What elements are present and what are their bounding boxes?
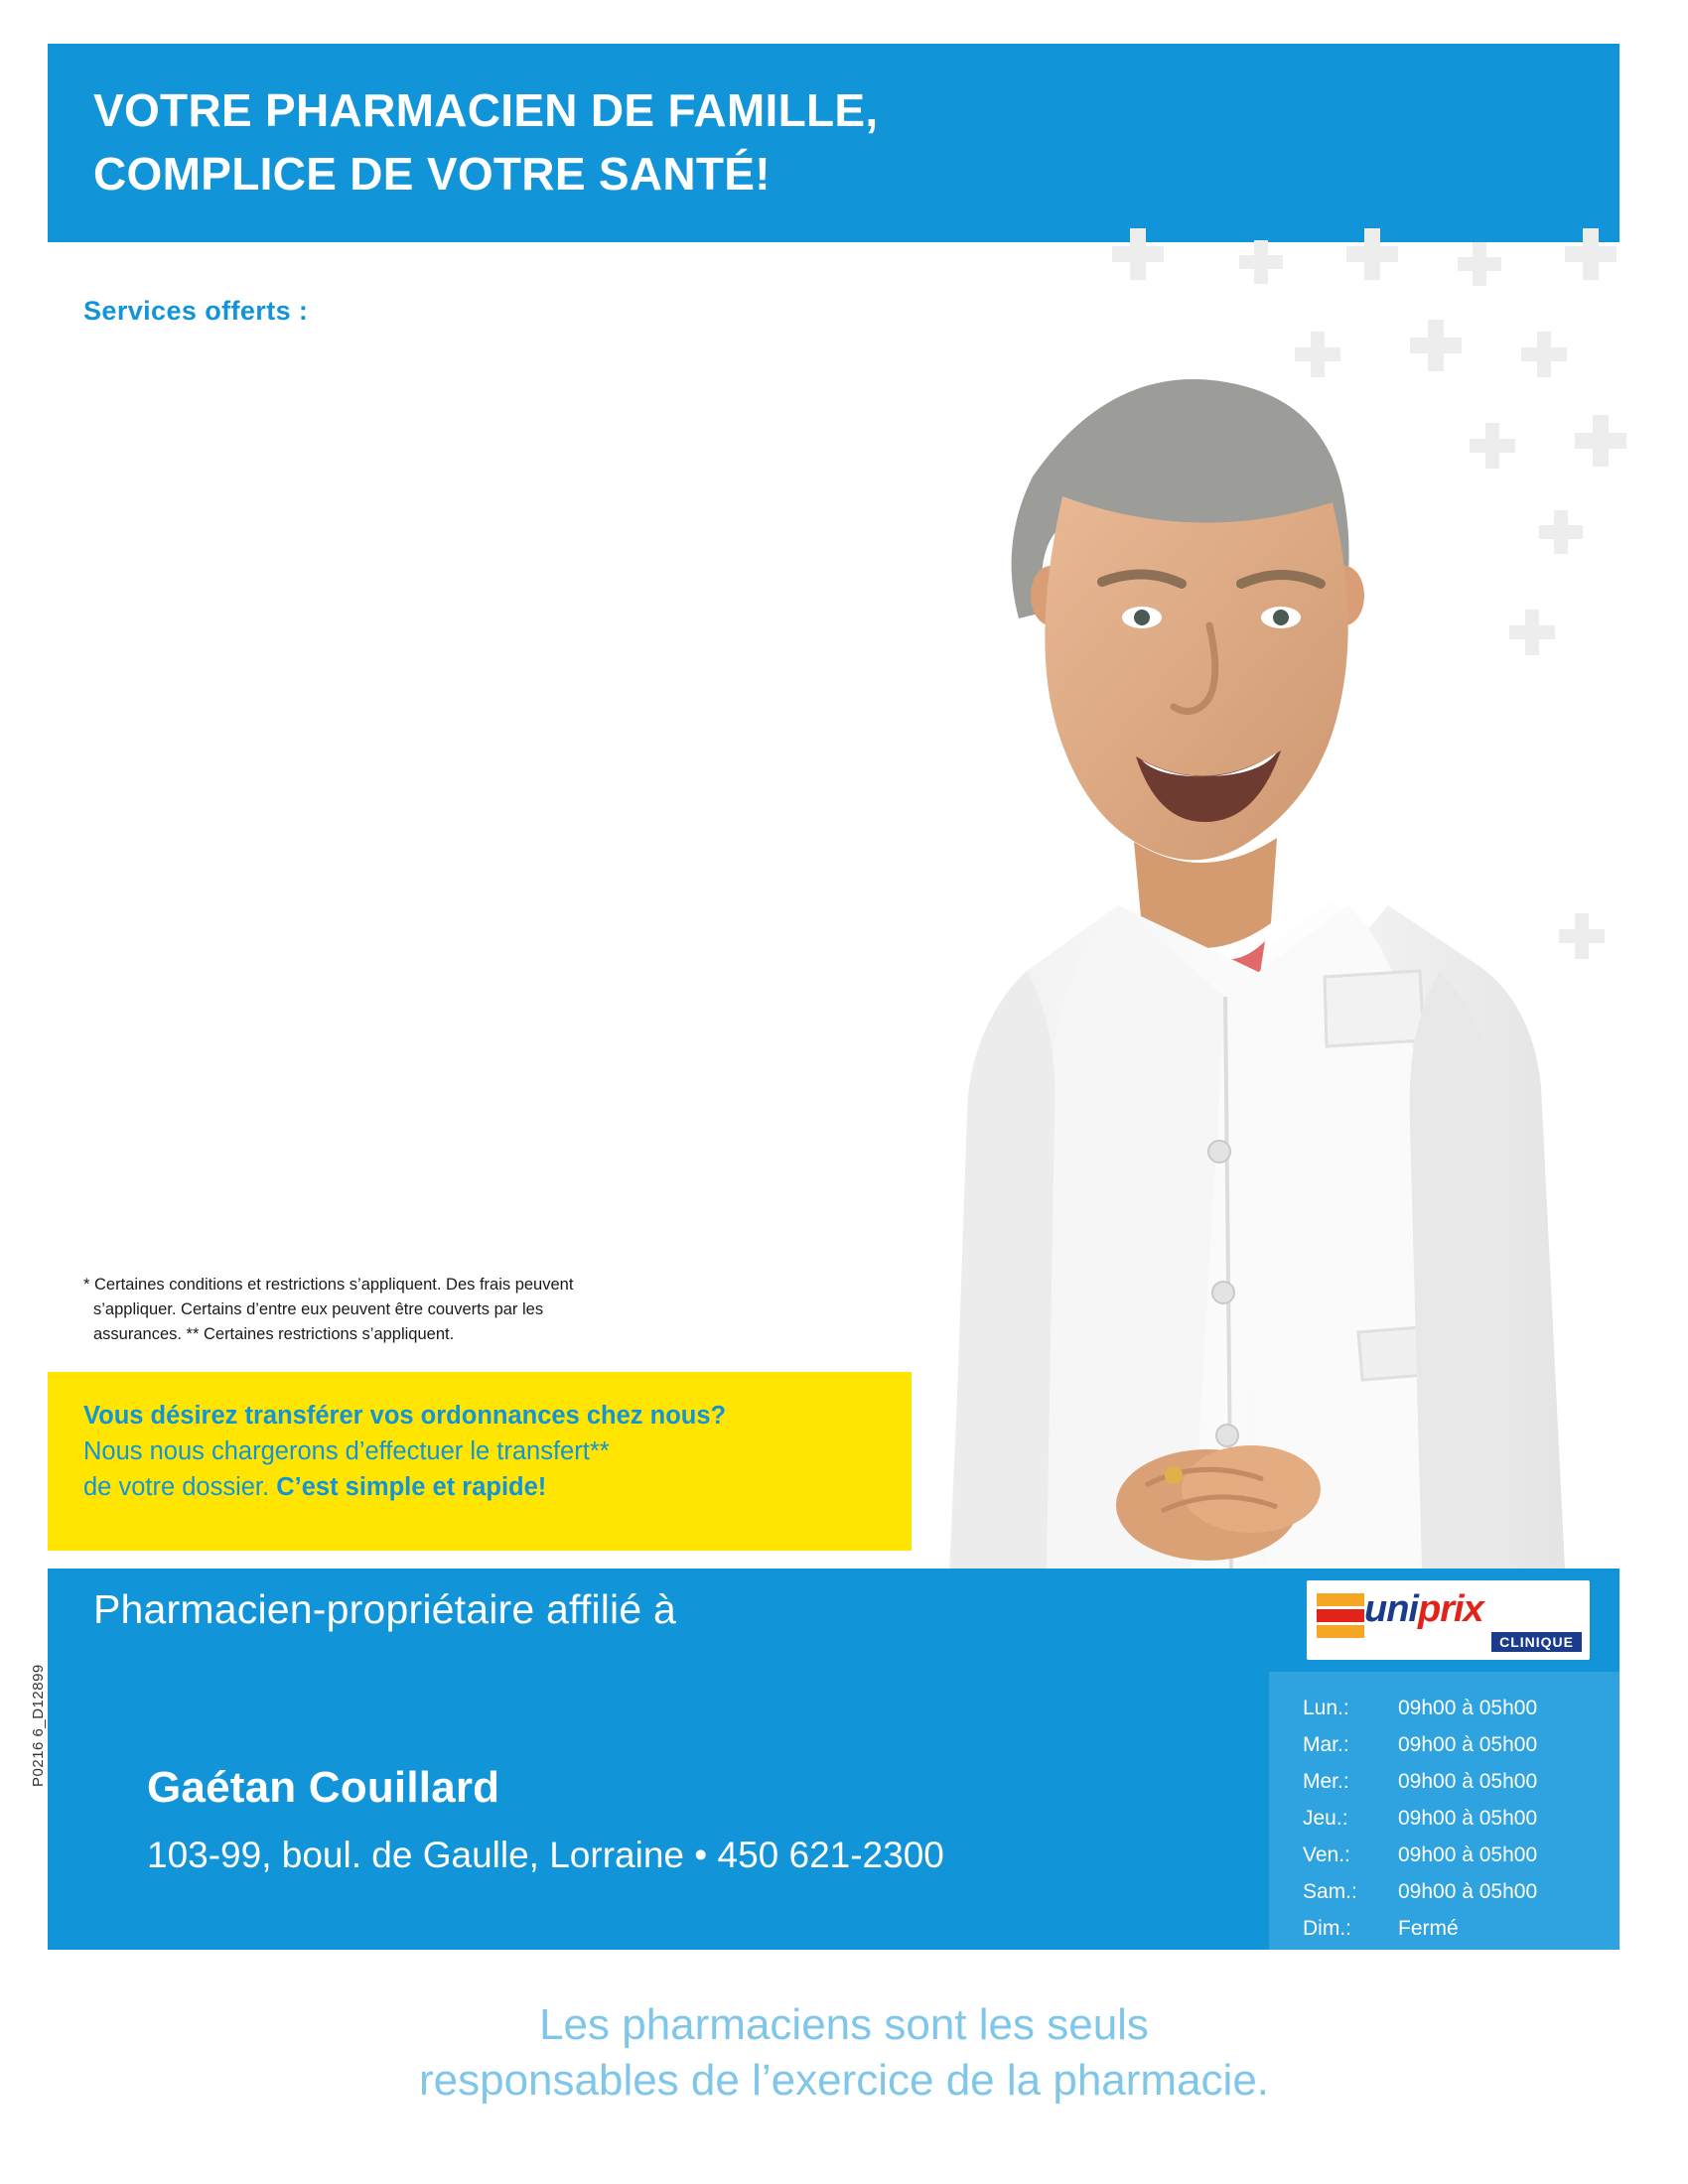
hours-time: 09h00 à 05h00 bbox=[1398, 1733, 1538, 1756]
hours-day: Ven.: bbox=[1303, 1843, 1350, 1866]
logo-wordmark bbox=[1364, 1588, 1483, 1631]
services-offered-label: Services offerts : bbox=[83, 296, 309, 326]
logo-bars-icon bbox=[1317, 1593, 1364, 1637]
transfer-headline: Vous désirez transférer vos ordonnances chez nous? bbox=[83, 1402, 727, 1430]
print-code: P0216 6_D12899 bbox=[30, 1664, 47, 1787]
opening-hours-panel bbox=[1269, 1672, 1619, 1950]
hours-row bbox=[1303, 1698, 1619, 1718]
transfer-subline: Nous nous chargerons d’effectuer le transfert** bbox=[83, 1437, 610, 1466]
hours-time: 09h00 à 05h00 bbox=[1398, 1807, 1538, 1830]
transfer-thirdline-prefix: de votre dossier. bbox=[83, 1473, 277, 1502]
uniprix-logo bbox=[1307, 1580, 1590, 1660]
transfer-thirdline bbox=[83, 1469, 912, 1505]
logo-clinique-tag: CLINIQUE bbox=[1491, 1632, 1582, 1652]
pharmacy-address-phone: 103-99, boul. de Gaulle, Lorraine • 450 621-2300 bbox=[147, 1835, 944, 1875]
pharmacist-name: Gaétan Couillard bbox=[147, 1763, 500, 1812]
hours-row bbox=[1303, 1734, 1619, 1755]
logo-word-uni: uni bbox=[1364, 1588, 1418, 1630]
hours-row bbox=[1303, 1881, 1619, 1902]
footnote-line-2: s’appliquer. Certains d’entre eux peuvent être couverts par les bbox=[93, 1299, 544, 1318]
affiliation-banner bbox=[48, 1569, 1619, 1672]
affiliation-text: Pharmacien-propriétaire affilié à bbox=[93, 1586, 676, 1632]
hours-day: Dim.: bbox=[1303, 1917, 1351, 1940]
hours-row bbox=[1303, 1771, 1619, 1792]
legal-disclaimer-line2: responsables de l’exercice de la pharmacie. bbox=[418, 2056, 1270, 2106]
plus-icon bbox=[1458, 242, 1501, 286]
hours-time: 09h00 à 05h00 bbox=[1398, 1770, 1538, 1793]
hours-day: Mar.: bbox=[1303, 1733, 1349, 1756]
plus-icon bbox=[1346, 228, 1398, 280]
hours-time: 09h00 à 05h00 bbox=[1398, 1697, 1538, 1719]
legal-disclaimer bbox=[0, 1997, 1688, 2110]
plus-icon bbox=[1239, 240, 1283, 284]
hours-day: Mer.: bbox=[1303, 1770, 1349, 1793]
hours-day: Sam.: bbox=[1303, 1880, 1357, 1903]
transfer-thirdline-bold: C’est simple et rapide! bbox=[276, 1473, 547, 1502]
header-title-line1: VOTRE PHARMACIEN DE FAMILLE, bbox=[93, 84, 879, 136]
header-banner bbox=[48, 44, 1619, 242]
hours-time: 09h00 à 05h00 bbox=[1398, 1843, 1538, 1866]
logo-word-prix: prix bbox=[1417, 1588, 1483, 1630]
pharmacy-info-banner bbox=[48, 1672, 1619, 1950]
plus-icon bbox=[1565, 228, 1617, 280]
footnote-line-1: * Certaines conditions et restrictions s’appliquent. Des frais peuvent bbox=[83, 1276, 574, 1294]
header-title-line2: COMPLICE DE VOTRE SANTÉ! bbox=[93, 148, 771, 200]
hours-row bbox=[1303, 1844, 1619, 1865]
hours-row bbox=[1303, 1918, 1619, 1939]
hours-day: Lun.: bbox=[1303, 1697, 1349, 1719]
hours-row bbox=[1303, 1808, 1619, 1829]
legal-disclaimer-line1: Les pharmaciens sont les seuls bbox=[539, 2000, 1149, 2049]
footnote-line-3: assurances. ** Certaines restrictions s’appliquent. bbox=[93, 1324, 455, 1343]
hours-time: 09h00 à 05h00 bbox=[1398, 1880, 1538, 1903]
footnote-disclaimer bbox=[83, 1273, 719, 1346]
prescription-transfer-box bbox=[48, 1372, 912, 1551]
pharmacist-photo bbox=[923, 298, 1618, 1569]
hours-time: Fermé bbox=[1398, 1917, 1459, 1940]
hours-day: Jeu.: bbox=[1303, 1807, 1348, 1830]
plus-icon bbox=[1112, 228, 1164, 280]
